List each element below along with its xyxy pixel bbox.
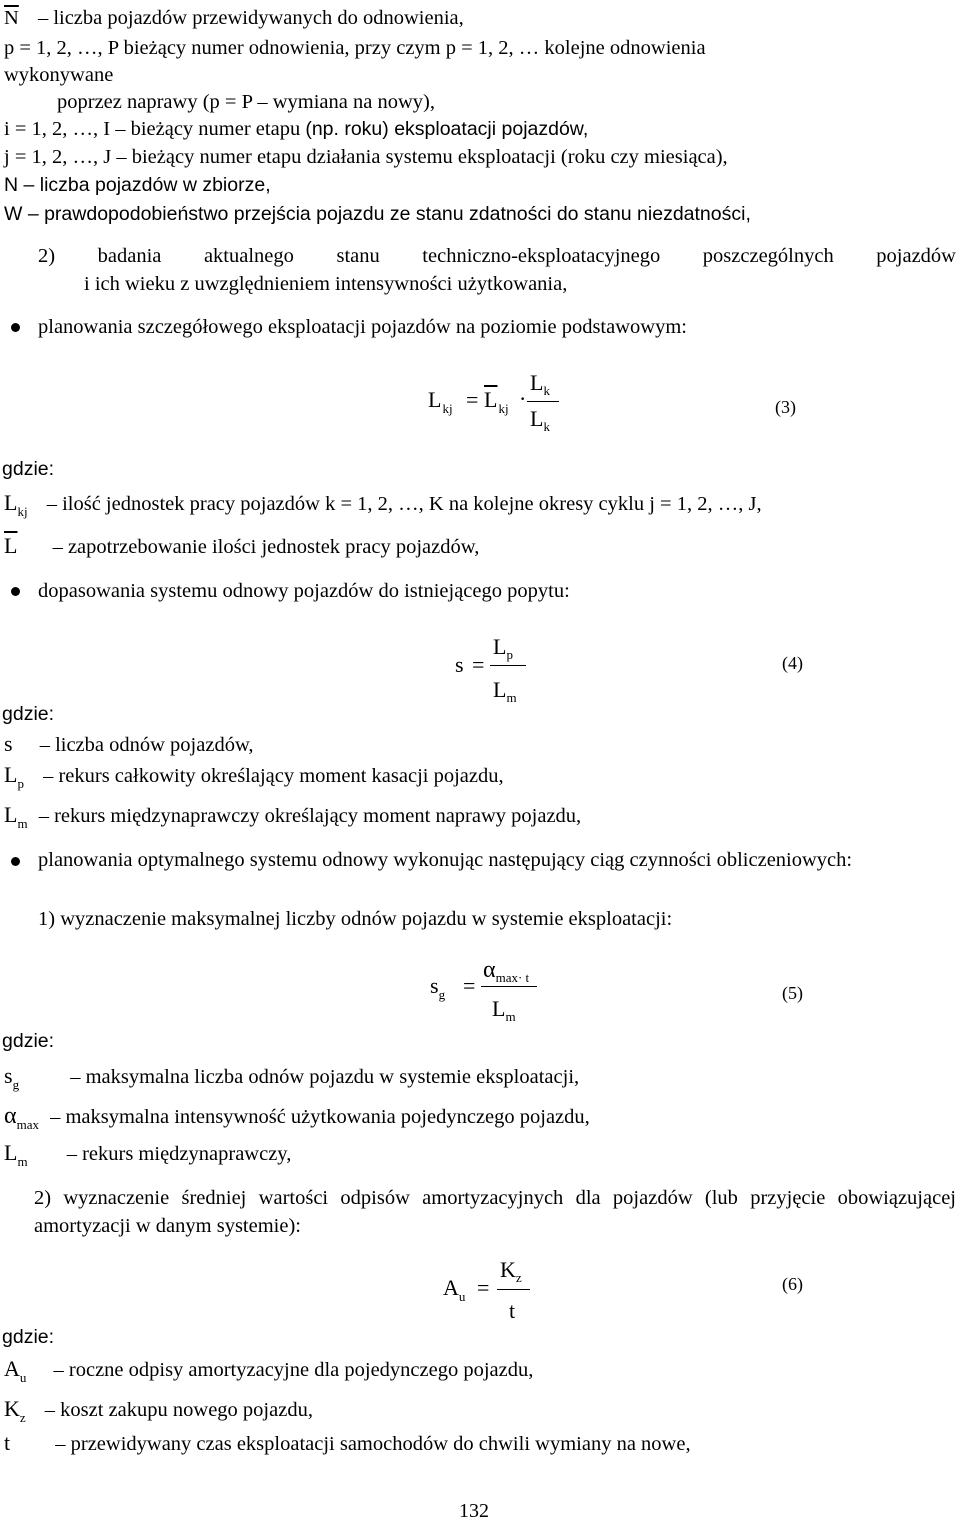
def-L-bar: $\overline{L}$ – zapotrzebowanie ilości jednostek pracy pojazdów, [4, 533, 480, 558]
def-t: t – przewidywany czas eksploatacji samochodów do chwili wymiany na nowe, [4, 1430, 691, 1455]
eq6-number: (6) [782, 1274, 803, 1294]
def-Kz: $K_z$ – koszt zakupu nowego pojazdu, [4, 1396, 313, 1425]
def-N-bar-row [4, 8, 464, 29]
eq4-number: (4) [782, 653, 803, 673]
where-label-2: gdzie: [2, 703, 55, 725]
eq4-equals: = [472, 652, 485, 677]
def-sg: $s_g$ – maksymalna liczba odnów pojazdu w systemie eksploatacji, [4, 1063, 580, 1092]
eq3-number: (3) [775, 397, 796, 417]
eq5-frac-den: $L_m$ [492, 996, 516, 1024]
eq6-frac-line [497, 1289, 530, 1290]
eq6-equals: = [477, 1275, 490, 1300]
eq6-frac-den: t [509, 1298, 516, 1323]
item2-line2: i ich wieku z uwzględnieniem intensywności użytkowania, [84, 273, 568, 295]
eq5-equals: = [463, 973, 476, 998]
eq3-dot: · [519, 386, 527, 411]
def-j: j = 1, 2, …, J – bieżący numer etapu działania systemu eksploatacji (roku czy miesiąca), [4, 146, 728, 168]
def-alpha-max: $\alpha_{max}$ – maksymalna intensywność użytkowania pojedynczego pojazdu, [4, 1103, 590, 1132]
def-W: W – prawdopodobieństwo przejścia pojazdu ze stanu zdatności do stanu niezdatności, [4, 203, 751, 225]
where-label-3: gdzie: [2, 1030, 55, 1052]
eq3-frac-den: $L_k$ [530, 406, 550, 434]
eq5-frac-num: $\alpha_{max\cdot t}$ [483, 957, 530, 985]
bullet1-text: planowania szczegółowego eksploatacji pojazdów na poziomie podstawowym: [38, 316, 687, 338]
eq3-lhs: $L_{kj}$ [428, 387, 453, 416]
def-i-part2: (np. roku) eksploatacji pojazdów, [305, 118, 589, 140]
eq4-frac-den: $L_m$ [493, 677, 517, 705]
def-Lm-2: $L_m$ – rekurs międzynaprawczy, [4, 1140, 292, 1169]
def-i [4, 119, 588, 140]
bullet-dot [11, 857, 20, 866]
eq3-frac-num: $L_k$ [530, 370, 550, 398]
def-N-bar-text: – liczba pojazdów przewidywanych do odnowienia, [37, 7, 464, 29]
def-Lm: $L_m$ – rekurs międzynaprawczy określający moment naprawy pojazdu, [4, 802, 582, 831]
eq4-frac-line [490, 665, 526, 666]
eq3-frac-line [527, 401, 559, 402]
bullet-dot [11, 587, 20, 596]
bullet3-text: planowania optymalnego systemu odnowy wykonując następujący ciąg czynności obliczeniowych: [38, 849, 853, 871]
eq6-frac-num: $K_z$ [500, 1257, 522, 1285]
step1-text: 1) wyznaczenie maksymalnej liczby odnów pojazdu w systemie eksploatacji: [38, 908, 673, 930]
def-p-cont2: poprzez naprawy (p = P – wymiana na nowy), [57, 91, 435, 113]
step2-text: 2) wyznaczenie średniej wartości odpisów amortyzacyjnych dla pojazdów (lub przyjęcie obowiązującej amortyzacji w danym systemie): [34, 1187, 956, 1237]
def-Lp: $L_p$ – rekurs całkowity określający moment kasacji pojazdu, [4, 762, 504, 791]
where-label-1: gdzie: [2, 458, 55, 480]
eq5-lhs: $s_g$ [430, 973, 446, 1002]
def-p: p = 1, 2, …, P bieżący numer odnowienia, przy czym p = 1, 2, … kolejne odnowienia [4, 37, 706, 59]
def-s: s – liczba odnów pojazdów, [4, 731, 254, 756]
eq5-number: (5) [782, 983, 803, 1003]
eq6-lhs: $A_u$ [443, 1275, 466, 1304]
page-number: 132 [459, 1500, 489, 1522]
eq4-lhs: s [455, 652, 464, 677]
where-label-4: gdzie: [2, 1326, 55, 1348]
eq5-frac-line [481, 986, 537, 987]
eq3-rhs: $\overline{L}_{kj}$ [484, 387, 509, 416]
bullet-dot [11, 323, 20, 332]
def-Au: $A_u$ – roczne odpisy amortyzacyjne dla pojedynczego pojazdu, [4, 1356, 534, 1385]
def-p-cont1: wykonywane [4, 64, 114, 86]
symbol-N-bar: $\overline{N}$ [4, 7, 19, 29]
def-N: N – liczba pojazdów w zbiorze, [4, 174, 271, 196]
eq4-frac-num: $L_p$ [493, 634, 513, 662]
bullet2-text: dopasowania systemu odnowy pojazdów do istniejącego popytu: [38, 580, 570, 602]
def-Lkj: $L_{kj}$ – ilość jednostek pracy pojazdów k = 1, 2, …, K na kolejne okresy cyklu j = 1, 2, …, J, [4, 490, 762, 519]
eq3-equals: = [466, 387, 479, 412]
item2-line1: 2) badania aktualnego stanu techniczno-eksploatacyjnego poszczególnych pojazdów [38, 245, 956, 267]
def-i-part1: i = 1, 2, …, I – bieżący numer etapu [4, 118, 301, 140]
